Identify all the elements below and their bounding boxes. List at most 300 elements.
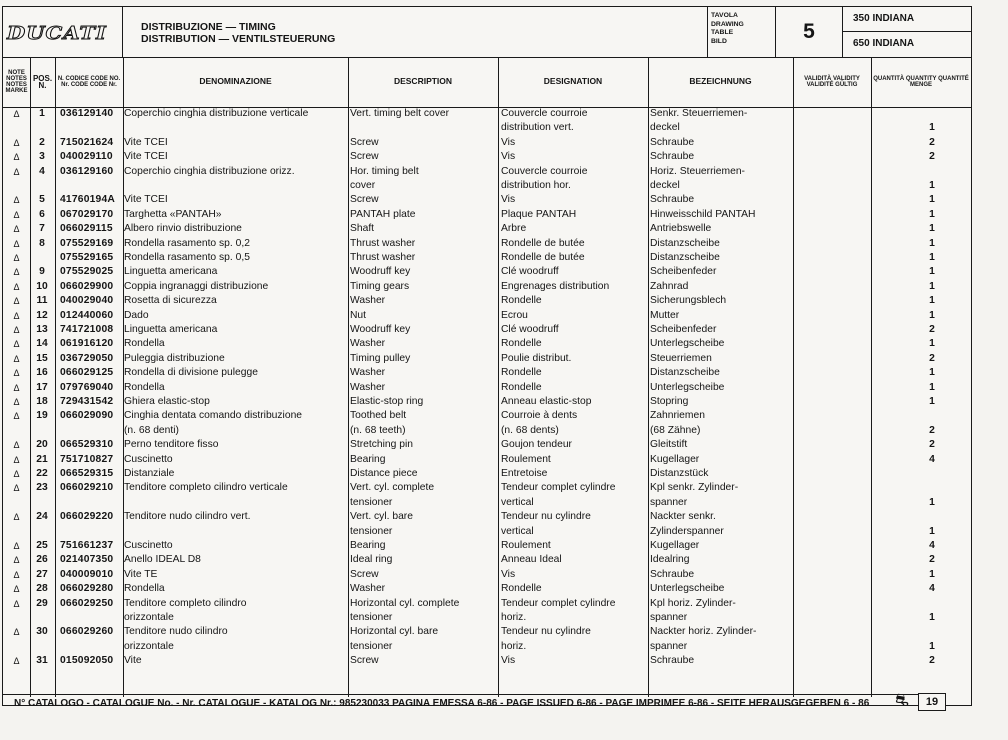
quantity-cell: 2 bbox=[929, 424, 935, 436]
table-row bbox=[3, 381, 971, 395]
quantity-cell: 2 bbox=[929, 151, 935, 163]
col-denominazione: DENOMINAZIONE bbox=[199, 76, 272, 87]
bezeichnung-cell: Kugellager bbox=[650, 540, 700, 551]
column-headers bbox=[3, 57, 971, 108]
part-code: 036129140 bbox=[60, 108, 114, 119]
part-code: 075529165 bbox=[60, 252, 114, 263]
designation-cell: Couvercle courroie bbox=[501, 108, 588, 119]
denominazione-cell: Coperchio cinghia distribuzione verticale bbox=[124, 108, 309, 119]
denominazione-cell: Rondella bbox=[124, 583, 165, 595]
note-mark: Δ bbox=[13, 267, 20, 278]
bezeichnung-cell: Senkr. Steuerriemen- bbox=[650, 108, 748, 119]
bezeichnung-cell: (68 Zähne) bbox=[650, 424, 701, 436]
part-code: 036129160 bbox=[60, 165, 114, 177]
position-number: 12 bbox=[36, 309, 48, 321]
ducati-logo: DUCATI bbox=[7, 21, 107, 44]
denominazione-cell: Cuscinetto bbox=[124, 453, 173, 465]
denominazione-cell: Vite bbox=[124, 655, 142, 667]
table-row bbox=[3, 438, 971, 452]
note-mark: Δ bbox=[13, 281, 20, 292]
description-cell: Thrust washer bbox=[350, 237, 416, 249]
bezeichnung-cell: Distanzscheibe bbox=[650, 237, 720, 249]
note-mark: Δ bbox=[13, 584, 20, 595]
table-row bbox=[3, 654, 971, 668]
col-designation: DESIGNATION bbox=[543, 76, 603, 87]
bezeichnung-cell: Gleitstift bbox=[650, 439, 688, 451]
denominazione-cell: orizzontale bbox=[124, 612, 174, 623]
quantity-cell: 1 bbox=[929, 266, 935, 278]
part-code: 040009010 bbox=[60, 568, 114, 580]
designation-cell: Roulement bbox=[501, 540, 551, 551]
designation-cell: Courroie à dents bbox=[501, 410, 578, 422]
table-row bbox=[3, 251, 971, 265]
position-number: 5 bbox=[39, 194, 45, 206]
table-label bbox=[707, 7, 775, 57]
denominazione-cell: Coppia ingranaggi distribuzione bbox=[124, 280, 269, 292]
position-number: 18 bbox=[36, 396, 48, 407]
denominazione-cell: Vite TCEI bbox=[124, 151, 168, 163]
bezeichnung-cell: Distanzscheibe bbox=[650, 252, 720, 263]
quantity-cell: 1 bbox=[929, 525, 935, 537]
table-row bbox=[3, 553, 971, 567]
description-cell: Elastic-stop ring bbox=[350, 396, 424, 407]
table-row bbox=[3, 525, 971, 539]
denominazione-cell: Albero rinvio distribuzione bbox=[124, 223, 242, 235]
description-cell: cover bbox=[350, 180, 376, 191]
position-number: 25 bbox=[36, 540, 48, 551]
part-code: 040029110 bbox=[60, 151, 113, 163]
designation-cell: Clé woodruff bbox=[501, 266, 559, 278]
description-cell: tensioner bbox=[350, 612, 393, 623]
designation-cell: Ecrou bbox=[501, 309, 528, 321]
note-mark: Δ bbox=[13, 209, 20, 220]
table-row bbox=[3, 337, 971, 351]
bezeichnung-cell: Nackter horiz. Zylinder- bbox=[650, 626, 757, 638]
part-code: 751710827 bbox=[60, 453, 114, 465]
position-number: 26 bbox=[36, 554, 48, 566]
description-cell: Stretching pin bbox=[350, 439, 413, 451]
denominazione-cell: Tenditore nudo cilindro bbox=[124, 626, 228, 638]
bezeichnung-cell: Kugellager bbox=[650, 453, 700, 465]
note-mark: Δ bbox=[13, 454, 20, 465]
part-code: 015092050 bbox=[60, 655, 114, 667]
note-mark: Δ bbox=[13, 368, 20, 379]
description-cell: Washer bbox=[350, 367, 386, 379]
bezeichnung-cell: Unterlegscheibe bbox=[650, 583, 725, 595]
description-cell: Thrust washer bbox=[350, 252, 416, 263]
bezeichnung-cell: Schraube bbox=[650, 136, 695, 148]
note-mark: Δ bbox=[13, 541, 20, 551]
bezeichnung-cell: Schraube bbox=[650, 568, 695, 580]
quantity-cell: 1 bbox=[929, 180, 935, 191]
bezeichnung-cell: spanner bbox=[650, 496, 688, 508]
note-mark: Δ bbox=[13, 224, 20, 235]
designation-cell: Clé woodruff bbox=[501, 324, 559, 335]
designation-cell: Goujon tendeur bbox=[501, 439, 572, 451]
bezeichnung-cell: Antriebswelle bbox=[650, 223, 712, 235]
note-mark: Δ bbox=[13, 440, 20, 451]
bezeichnung-cell: Zahnriemen bbox=[650, 410, 705, 422]
description-cell: Bearing bbox=[350, 540, 386, 551]
table-row bbox=[3, 539, 971, 553]
denominazione-cell: Ghiera elastic-stop bbox=[124, 396, 210, 407]
note-mark: Δ bbox=[13, 569, 20, 580]
designation-cell: Tendeur complet cylindre bbox=[501, 482, 616, 494]
col-quantity: QUANTITÀ QUANTITY QUANTITÉ MENGE bbox=[873, 75, 969, 88]
table-row bbox=[3, 309, 971, 323]
designation-cell: Roulement bbox=[501, 453, 551, 465]
quantity-cell: 1 bbox=[929, 568, 935, 580]
designation-cell: Vis bbox=[501, 194, 516, 206]
position-number: 14 bbox=[36, 338, 48, 350]
part-code: 066029280 bbox=[60, 583, 114, 595]
table-label-en: DRAWING bbox=[711, 20, 744, 28]
note-mark: Δ bbox=[13, 195, 20, 206]
position-number: 10 bbox=[36, 280, 48, 292]
denominazione-cell: Perno tenditore fisso bbox=[124, 439, 219, 451]
quantity-cell: 1 bbox=[929, 252, 935, 263]
table-label-de: BILD bbox=[711, 37, 727, 45]
part-code: 040029040 bbox=[60, 295, 114, 307]
description-cell: Horizontal cyl. bare bbox=[350, 626, 439, 638]
part-code: 066029125 bbox=[60, 367, 114, 379]
denominazione-cell: Cuscinetto bbox=[124, 540, 173, 551]
description-cell: Screw bbox=[350, 655, 379, 667]
bezeichnung-cell: Hinweisschild PANTAH bbox=[650, 208, 756, 220]
designation-cell: horiz. bbox=[501, 640, 527, 652]
quantity-cell: 1 bbox=[929, 496, 935, 508]
table-row bbox=[3, 510, 971, 524]
description-cell: Washer bbox=[350, 583, 386, 595]
catalogue-footer: N° CATALOGO - CATALOGUE No. - Nr. CATALOGUE - KATALOG Nr.: 985230033 PAGINA EMESSA 6-86 - PAGE ISSUED 6-86 - PAGE IMPRIMEE 6-86 - SEITE HERAUSGEGEBEN 6 - 86 bbox=[2, 694, 920, 711]
table-row bbox=[3, 597, 971, 611]
table-row bbox=[3, 193, 971, 207]
note-mark: Δ bbox=[13, 555, 20, 566]
col-pos: POS. N. bbox=[32, 73, 53, 90]
part-code: 066529315 bbox=[60, 468, 114, 479]
quantity-cell: 2 bbox=[929, 655, 935, 667]
description-cell: Screw bbox=[350, 194, 379, 206]
denominazione-cell: Distanziale bbox=[124, 468, 175, 479]
title-italian: DISTRIBUZIONE — TIMING bbox=[141, 21, 276, 33]
denominazione-cell: Tenditore nudo cilindro vert. bbox=[124, 511, 251, 523]
bezeichnung-cell: deckel bbox=[650, 180, 680, 191]
designation-cell: distribution vert. bbox=[501, 122, 574, 134]
position-number: 16 bbox=[36, 367, 48, 379]
table-row bbox=[3, 107, 971, 121]
part-code: 751661237 bbox=[60, 540, 114, 551]
position-number: 8 bbox=[39, 237, 45, 249]
designation-cell: Anneau elastic-stop bbox=[501, 396, 592, 407]
description-cell: Horizontal cyl. complete bbox=[350, 597, 460, 609]
note-mark: Δ bbox=[13, 339, 20, 350]
description-cell: Toothed belt bbox=[350, 410, 407, 422]
table-row bbox=[3, 395, 971, 409]
bezeichnung-cell: Sicherungsblech bbox=[650, 295, 727, 307]
description-cell: Bearing bbox=[350, 453, 386, 465]
denominazione-cell: Rosetta di sicurezza bbox=[124, 295, 217, 307]
description-cell: Nut bbox=[350, 309, 367, 321]
denominazione-cell: Linguetta americana bbox=[124, 324, 218, 335]
table-label-fr: TABLE bbox=[711, 29, 734, 36]
bezeichnung-cell: Kpl horiz. Zylinder- bbox=[650, 597, 736, 609]
col-bezeichnung: BEZEICHNUNG bbox=[689, 76, 752, 87]
position-number: 30 bbox=[36, 626, 48, 638]
bezeichnung-cell: Kpl senkr. Zylinder- bbox=[650, 482, 739, 494]
position-number: 31 bbox=[36, 655, 48, 667]
note-mark: Δ bbox=[13, 325, 20, 335]
part-code: 079769040 bbox=[60, 381, 114, 393]
note-mark: Δ bbox=[13, 238, 20, 249]
quantity-cell: 4 bbox=[929, 583, 935, 595]
table-row bbox=[3, 481, 971, 495]
table-row bbox=[3, 136, 971, 150]
description-cell: (n. 68 teeth) bbox=[350, 424, 406, 436]
part-code: 075529025 bbox=[60, 266, 114, 278]
description-cell: Screw bbox=[350, 568, 379, 580]
note-mark: Δ bbox=[13, 483, 20, 494]
note-mark: Δ bbox=[13, 469, 20, 479]
part-code: 066029210 bbox=[60, 482, 114, 494]
table-row bbox=[3, 208, 971, 222]
table-row bbox=[3, 265, 971, 279]
designation-cell: Couvercle courroie bbox=[501, 165, 588, 177]
description-cell: Woodruff key bbox=[350, 324, 411, 335]
part-code: 067029170 bbox=[60, 208, 114, 220]
part-code: 036729050 bbox=[60, 352, 114, 364]
note-mark: Δ bbox=[13, 598, 20, 609]
bezeichnung-cell: spanner bbox=[650, 640, 688, 652]
bezeichnung-cell: Distanzscheibe bbox=[650, 367, 720, 379]
designation-cell: Rondelle bbox=[501, 583, 542, 595]
description-cell: tensioner bbox=[350, 640, 393, 652]
table-row bbox=[3, 611, 971, 625]
position-number: 17 bbox=[36, 381, 48, 393]
position-number: 20 bbox=[36, 439, 48, 451]
quantity-cell: 1 bbox=[929, 381, 935, 393]
bezeichnung-cell: spanner bbox=[650, 612, 688, 623]
quantity-cell: 1 bbox=[929, 640, 935, 652]
quantity-cell: 1 bbox=[929, 122, 935, 134]
note-mark: Δ bbox=[13, 382, 20, 393]
table-row bbox=[3, 409, 971, 423]
denominazione-cell: Rondella bbox=[124, 381, 165, 393]
bezeichnung-cell: Scheibenfeder bbox=[650, 324, 717, 335]
part-code: 066029220 bbox=[60, 511, 114, 523]
description-cell: Vert. cyl. bare bbox=[350, 511, 413, 523]
designation-cell: Tendeur nu cylindre bbox=[501, 511, 591, 523]
bezeichnung-cell: Idealring bbox=[650, 554, 690, 566]
description-cell: Timing pulley bbox=[350, 352, 411, 364]
bezeichnung-cell: Unterlegscheibe bbox=[650, 381, 725, 393]
logo-cell bbox=[3, 7, 123, 57]
bezeichnung-cell: Scheibenfeder bbox=[650, 266, 717, 278]
quantity-cell: 1 bbox=[929, 295, 935, 307]
position-number: 27 bbox=[36, 568, 48, 580]
quantity-cell: 2 bbox=[929, 352, 935, 364]
position-number: 28 bbox=[36, 583, 48, 595]
description-cell: Vert. timing belt cover bbox=[350, 108, 450, 119]
denominazione-cell: Vite TCEI bbox=[124, 136, 168, 148]
designation-cell: Entretoise bbox=[501, 468, 548, 479]
position-number: 11 bbox=[36, 295, 48, 307]
header bbox=[3, 7, 971, 58]
position-number: 13 bbox=[36, 324, 48, 335]
note-mark: Δ bbox=[13, 512, 20, 523]
table-row bbox=[3, 496, 971, 510]
model-650: 650 INDIANA bbox=[843, 31, 971, 56]
page-number: 19 bbox=[918, 693, 946, 711]
denominazione-cell: (n. 68 denti) bbox=[124, 424, 179, 436]
bezeichnung-cell: Unterlegscheibe bbox=[650, 338, 725, 350]
quantity-cell: 1 bbox=[929, 396, 935, 407]
table-row bbox=[3, 179, 971, 193]
col-validity: VALIDITÀ VALIDITY VALIDITÉ GÜLTIG bbox=[804, 75, 860, 88]
part-code: 066029090 bbox=[60, 410, 114, 422]
designation-cell: vertical bbox=[501, 525, 534, 537]
quantity-cell: 2 bbox=[929, 136, 935, 148]
note-mark: Δ bbox=[13, 253, 20, 263]
position-number: 23 bbox=[36, 482, 48, 494]
description-cell: Woodruff key bbox=[350, 266, 411, 278]
table-row bbox=[3, 582, 971, 596]
position-number: 1 bbox=[39, 108, 45, 119]
table-row bbox=[3, 150, 971, 164]
bezeichnung-cell: Schraube bbox=[650, 194, 695, 206]
description-cell: tensioner bbox=[350, 496, 393, 508]
description-cell: tensioner bbox=[350, 525, 393, 537]
description-cell: Hor. timing belt bbox=[350, 165, 419, 177]
description-cell: Washer bbox=[350, 381, 386, 393]
denominazione-cell: Cinghia dentata comando distribuzione bbox=[124, 410, 303, 422]
quantity-cell: 1 bbox=[929, 237, 935, 249]
position-number: 4 bbox=[39, 165, 45, 177]
col-code: N. CODICE CODE NO. Nr. CODE CODE Nr. bbox=[57, 75, 121, 88]
table-row bbox=[3, 280, 971, 294]
note-mark: Δ bbox=[13, 397, 20, 407]
part-code: 012440060 bbox=[60, 309, 114, 321]
position-number: 21 bbox=[36, 453, 48, 465]
part-code: 066029900 bbox=[60, 280, 114, 292]
table-row bbox=[3, 323, 971, 337]
part-code: 066029115 bbox=[60, 223, 113, 235]
denominazione-cell: Rondella bbox=[124, 338, 165, 350]
position-number: 29 bbox=[36, 597, 48, 609]
position-number: 6 bbox=[39, 208, 45, 220]
designation-cell: Poulie distribut. bbox=[501, 352, 572, 364]
quantity-cell: 1 bbox=[929, 367, 935, 379]
col-notes: NOTE NOTES NOTES MARKE bbox=[5, 69, 28, 95]
bezeichnung-cell: Zahnrad bbox=[650, 280, 689, 292]
position-number: 22 bbox=[36, 468, 48, 479]
denominazione-cell: Anello IDEAL D8 bbox=[124, 554, 201, 566]
quantity-cell: 1 bbox=[929, 208, 935, 220]
table-row bbox=[3, 625, 971, 639]
position-number: 2 bbox=[39, 136, 45, 148]
designation-cell: Engrenages distribution bbox=[501, 280, 610, 292]
description-cell: Distance piece bbox=[350, 468, 418, 479]
quantity-cell: 4 bbox=[929, 453, 935, 465]
denominazione-cell: Tenditore completo cilindro verticale bbox=[124, 482, 288, 494]
part-code: 066029260 bbox=[60, 626, 114, 638]
position-number: 7 bbox=[39, 223, 45, 235]
part-code: 41760194A bbox=[60, 194, 116, 206]
denominazione-cell: Targhetta «PANTAH» bbox=[124, 208, 222, 220]
part-code: 021407350 bbox=[60, 554, 114, 566]
bezeichnung-cell: Distanzstück bbox=[650, 468, 709, 479]
note-mark: Δ bbox=[13, 656, 20, 667]
part-code: 075529169 bbox=[60, 237, 114, 249]
denominazione-cell: Puleggia distribuzione bbox=[124, 352, 225, 364]
page-title bbox=[141, 21, 335, 45]
quantity-cell: 1 bbox=[929, 194, 935, 206]
denominazione-cell: Vite TCEI bbox=[124, 194, 168, 206]
note-mark: Δ bbox=[13, 296, 20, 307]
position-number: 9 bbox=[39, 266, 45, 278]
denominazione-cell: Vite TE bbox=[124, 568, 158, 580]
quantity-cell: 1 bbox=[929, 280, 935, 292]
description-cell: Vert. cyl. complete bbox=[350, 482, 435, 494]
designation-cell: Vis bbox=[501, 136, 516, 148]
denominazione-cell: Rondella di divisione pulegge bbox=[124, 367, 258, 379]
designation-cell: Rondelle bbox=[501, 381, 542, 393]
designation-cell: Tendeur complet cylindre bbox=[501, 597, 616, 609]
note-mark: Δ bbox=[13, 152, 20, 163]
table-label-it: TAVOLA bbox=[711, 12, 738, 19]
denominazione-cell: Rondella rasamento sp. 0,5 bbox=[124, 252, 250, 263]
quantity-cell: 2 bbox=[929, 439, 935, 451]
quantity-cell: 4 bbox=[929, 540, 935, 551]
designation-cell: Vis bbox=[501, 655, 516, 667]
bezeichnung-cell: Schraube bbox=[650, 151, 695, 163]
bezeichnung-cell: Horiz. Steuerriemen- bbox=[650, 165, 745, 177]
description-cell: Screw bbox=[350, 136, 379, 148]
model-list bbox=[843, 7, 971, 57]
position-number: 24 bbox=[36, 511, 48, 523]
motorcycle-icon: ⛐ bbox=[895, 692, 909, 709]
table-number: 5 bbox=[775, 7, 843, 57]
description-cell: Shaft bbox=[350, 223, 375, 235]
table-row bbox=[3, 294, 971, 308]
designation-cell: Rondelle de butée bbox=[501, 237, 585, 249]
title-multilang: DISTRIBUTION — VENTILSTEUERUNG bbox=[141, 33, 336, 45]
designation-cell: Plaque PANTAH bbox=[501, 208, 577, 220]
designation-cell: horiz. bbox=[501, 612, 527, 623]
note-mark: Δ bbox=[13, 166, 20, 177]
part-code: 741721008 bbox=[60, 324, 114, 335]
table-row bbox=[3, 165, 971, 179]
table-row bbox=[3, 467, 971, 481]
table-row bbox=[3, 568, 971, 582]
note-mark: Δ bbox=[13, 310, 20, 321]
position-number: 3 bbox=[39, 151, 45, 163]
designation-cell: Vis bbox=[501, 151, 516, 163]
designation-cell: Rondelle bbox=[501, 295, 542, 307]
designation-cell: Rondelle bbox=[501, 367, 542, 379]
part-code: 066029250 bbox=[60, 597, 114, 609]
table-row bbox=[3, 237, 971, 251]
table-row bbox=[3, 453, 971, 467]
bezeichnung-cell: Mutter bbox=[650, 309, 680, 321]
description-cell: Washer bbox=[350, 338, 386, 350]
denominazione-cell: orizzontale bbox=[124, 640, 174, 652]
designation-cell: (n. 68 dents) bbox=[501, 424, 559, 436]
part-code: 066529310 bbox=[60, 439, 114, 451]
note-mark: Δ bbox=[13, 627, 20, 638]
designation-cell: Tendeur nu cylindre bbox=[501, 626, 591, 638]
note-mark: Δ bbox=[13, 137, 20, 148]
bezeichnung-cell: deckel bbox=[650, 122, 680, 134]
